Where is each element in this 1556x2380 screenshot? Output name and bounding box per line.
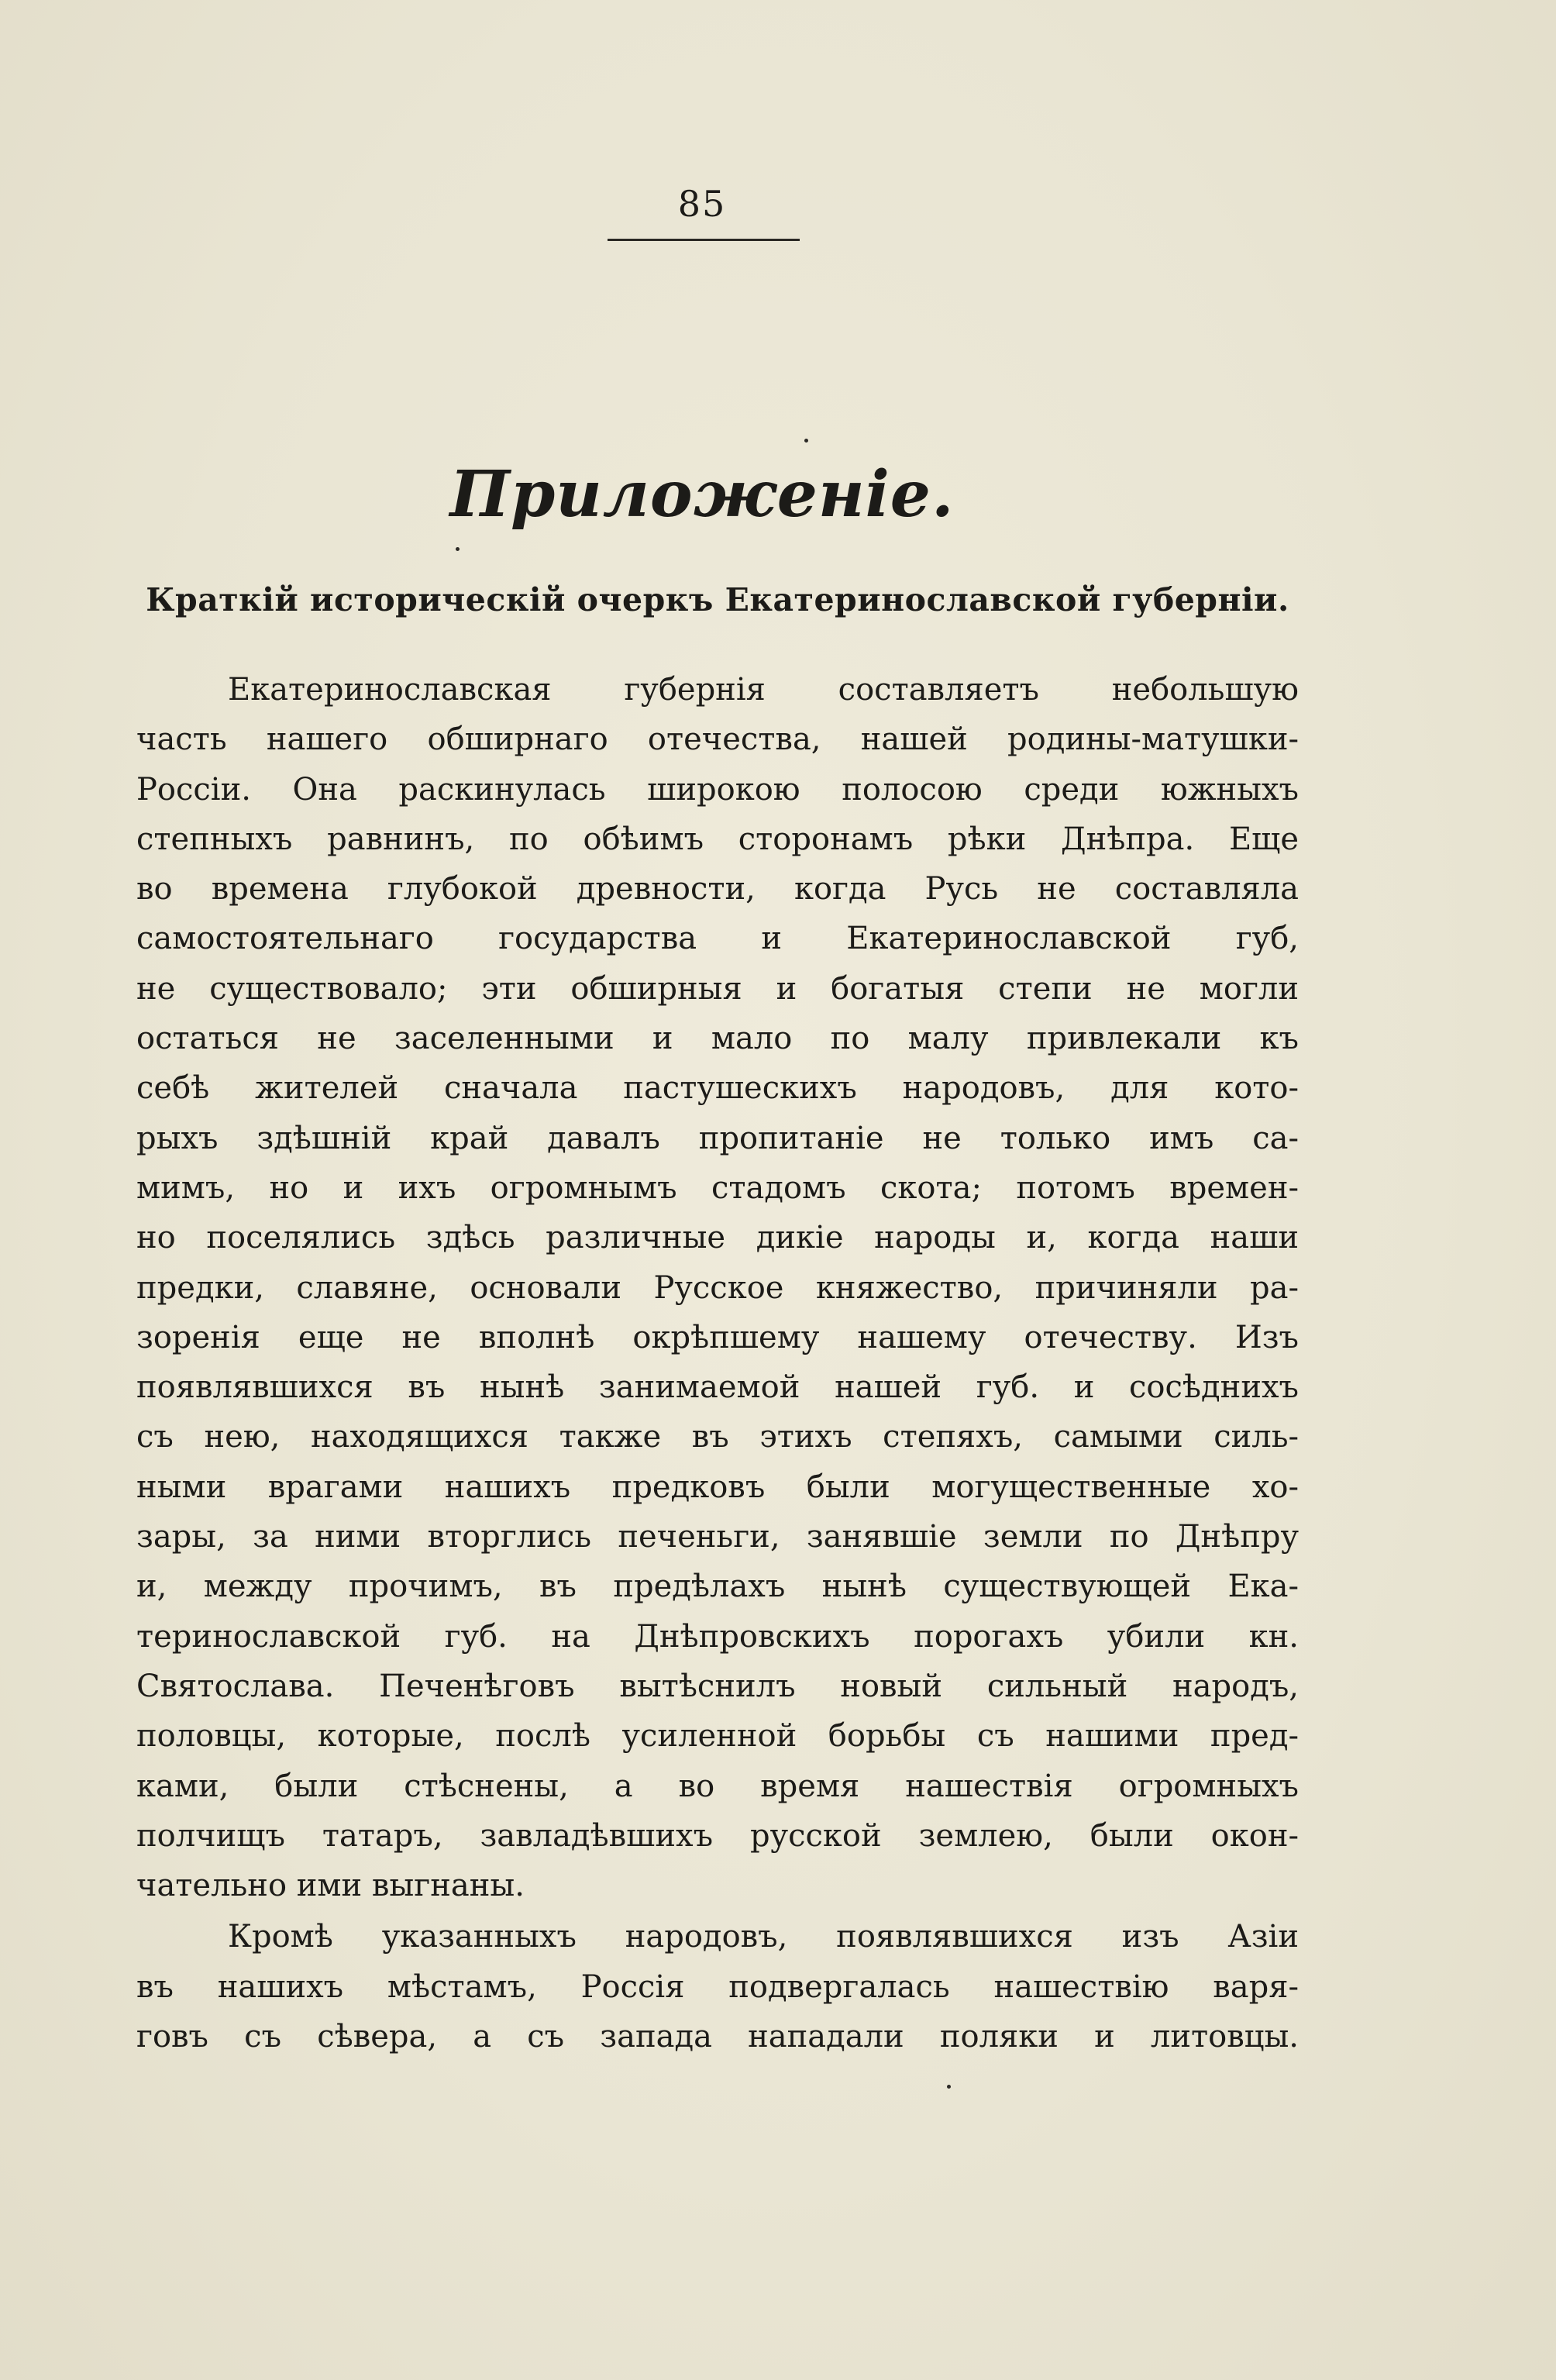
section-subtitle: Краткій историческій очеркъ Екатеринославской губерніи. [146, 581, 1289, 618]
text-line: часть нашего обширнаго отечества, нашей родины-матушки- [136, 722, 1299, 758]
text-line: самостоятельнаго государства и Екатеринославской губ, [136, 921, 1299, 957]
text-line: Екатеринославская губернія составляетъ небольшую [228, 672, 1299, 708]
paper-speck [804, 439, 808, 443]
text-line: во времена глубокой древности, когда Русь не составляла [136, 871, 1299, 908]
text-line: половцы, которые, послѣ усиленной борьбы съ нашими пред- [136, 1718, 1299, 1755]
text-line: зоренія еще не вполнѣ окрѣпшему нашему отечеству. Изъ [136, 1319, 1299, 1355]
text-line: Святослава. Печенѣговъ вытѣснилъ новый сильный народъ, [136, 1668, 1299, 1704]
text-line: предки, славяне, основали Русское княжество, причиняли ра- [136, 1269, 1299, 1306]
text-line: рыхъ здѣшній край давалъ пропитаніе не только имъ са- [136, 1120, 1299, 1156]
text-line: теринославской губ. на Днѣпровскихъ порогахъ убили кн. [136, 1618, 1299, 1655]
text-line: себѣ жителей сначала пастушескихъ народовъ, для кото- [136, 1070, 1299, 1107]
text-line: степныхъ равнинъ, по обѣимъ сторонамъ рѣки Днѣпра. Еще [136, 821, 1299, 857]
text-line: ками, были стѣснены, а во время нашествія огромныхъ [136, 1768, 1299, 1804]
text-line: не существовало; эти обширныя и богатыя степи не могли [136, 970, 1299, 1007]
text-line: и, между прочимъ, въ предѣлахъ нынѣ существующей Ека- [136, 1569, 1299, 1605]
text-line: остаться не заселенными и мало по малу привлекали къ [136, 1021, 1299, 1057]
paper-speck [947, 2085, 951, 2089]
text-line: въ нашихъ мѣстамъ, Россія подвергалась нашествію варя- [136, 1968, 1299, 2005]
text-line: полчищъ татаръ, завладѣвшихъ русской землею, были окон- [136, 1817, 1299, 1854]
text-line: появлявшихся въ нынѣ занимаемой нашей губ. и сосѣднихъ [136, 1369, 1299, 1406]
text-line: съ нею, находящихся также въ этихъ степяхъ, самыми силь- [136, 1419, 1299, 1455]
text-line: зары, за ними вторглись печеньги, занявшіе земли по Днѣпру [136, 1519, 1299, 1555]
page-number: 85 [677, 183, 727, 225]
text-line: ными врагами нашихъ предковъ были могущественные хо- [136, 1469, 1299, 1505]
text-line: но поселялись здѣсь различные дикіе народы и, когда наши [136, 1220, 1299, 1256]
text-line: мимъ, но и ихъ огромнымъ стадомъ скота; потомъ времен- [136, 1169, 1299, 1206]
text-line: говъ съ сѣвера, а съ запада нападали поляки и литовцы. [136, 2019, 1299, 2055]
text-line: Россіи. Она раскинулась широкою полосою среди южныхъ [136, 771, 1299, 808]
text-line: Кромѣ указанныхъ народовъ, появлявшихся изъ Азіи [228, 1919, 1299, 1955]
page-number-rule [608, 239, 800, 241]
text-line: чательно ими выгнаны. [136, 1868, 525, 1904]
body-text [136, 665, 1299, 2061]
paper-speck [456, 547, 460, 551]
section-heading: Приложеніе. [449, 457, 955, 532]
